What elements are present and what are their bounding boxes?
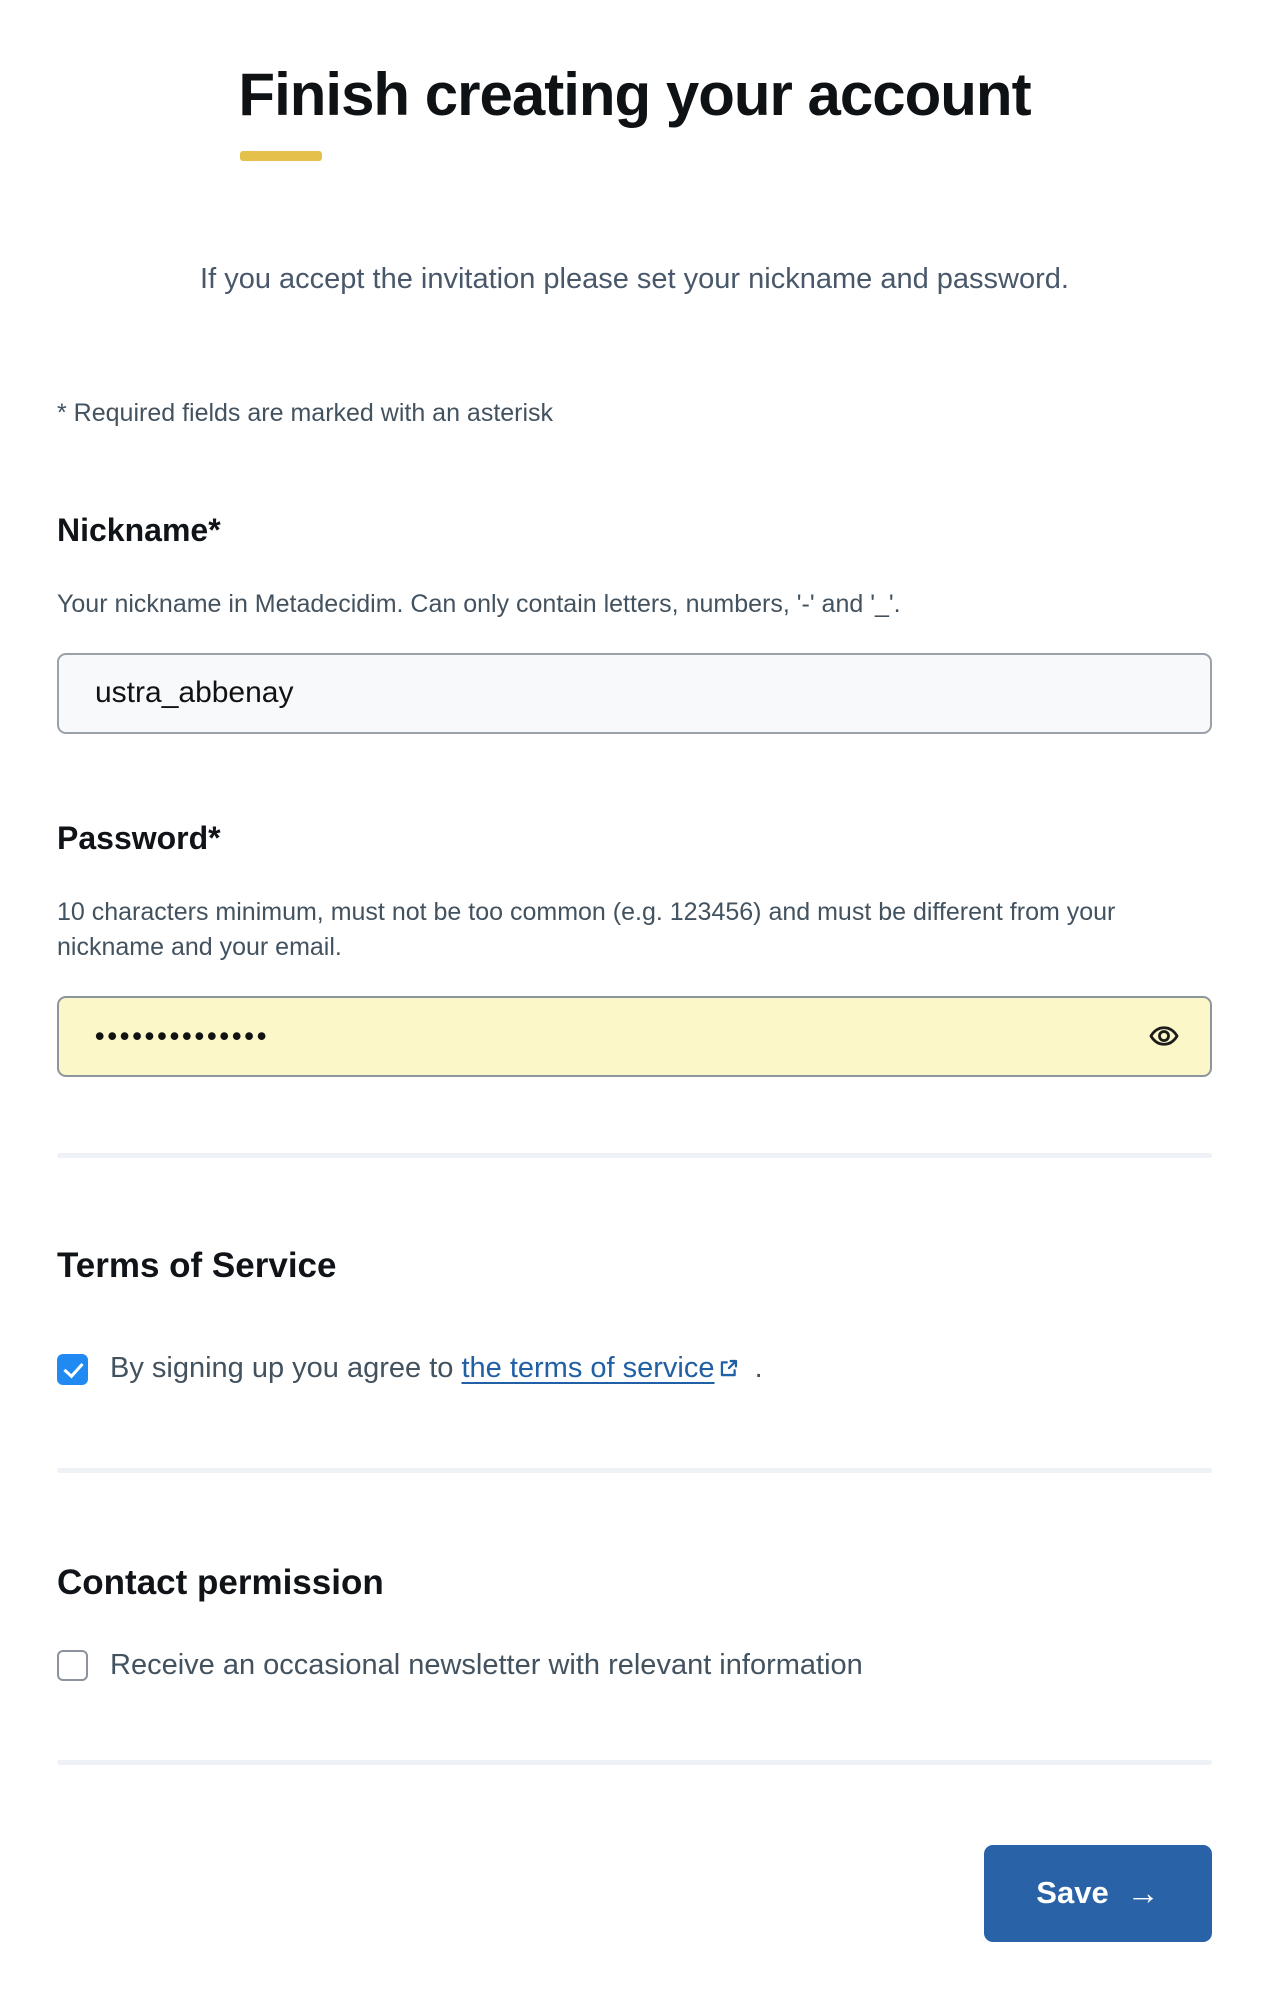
password-input[interactable] (57, 996, 1212, 1077)
section-divider (57, 1760, 1212, 1765)
external-link-icon (718, 1354, 739, 1386)
tos-checkbox[interactable] (57, 1354, 88, 1385)
save-button[interactable] (984, 1845, 1212, 1942)
newsletter-label: Receive an occasional newsletter with relevant information (110, 1648, 863, 1681)
terms-of-service-heading: Terms of Service (57, 1245, 337, 1285)
save-button-label: Save (1036, 1875, 1109, 1911)
nickname-help-text: Your nickname in Metadecidim. Can only contain letters, numbers, '-' and '_'. (57, 590, 901, 619)
password-label: Password* (57, 819, 221, 856)
nickname-label: Nickname* (57, 512, 221, 549)
section-divider (57, 1468, 1212, 1473)
nickname-input-shell (57, 653, 1212, 734)
page-title: Finish creating your account (238, 61, 1031, 128)
newsletter-checkbox-row (57, 1649, 1212, 1682)
tos-checkbox-row (57, 1352, 1212, 1387)
required-fields-note: * Required fields are marked with an asterisk (57, 399, 554, 428)
show-password-toggle[interactable] (1142, 1014, 1186, 1058)
tos-text-before-link: By signing up you agree to (110, 1351, 454, 1384)
terms-of-service-link[interactable]: the terms of service (461, 1351, 715, 1384)
title-row (57, 60, 1212, 129)
eye-icon (1148, 1020, 1180, 1052)
tos-text-after-link: . (754, 1351, 763, 1384)
password-input-shell (57, 996, 1212, 1077)
section-divider (57, 1153, 1212, 1158)
password-help-text: 10 characters minimum, must not be too common (e.g. 123456) and must be different from your nickname and your email. (57, 897, 1116, 962)
nickname-input[interactable] (57, 653, 1212, 734)
contact-permission-heading: Contact permission (57, 1562, 384, 1602)
tos-agreement-text (110, 1352, 763, 1387)
form-actions (57, 1845, 1212, 1942)
page-subtitle: If you accept the invitation please set your nickname and password. (200, 263, 1069, 295)
newsletter-checkbox[interactable] (57, 1650, 88, 1681)
arrow-right-icon: → (1126, 1874, 1160, 1912)
